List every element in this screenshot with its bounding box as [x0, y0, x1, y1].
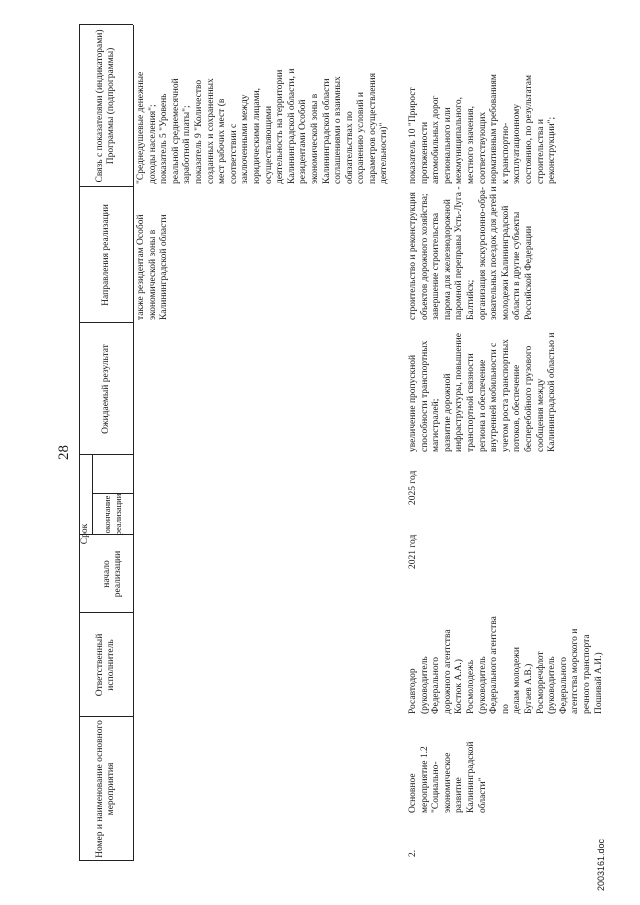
row-number: 2.: [408, 849, 418, 857]
header-indicators: Связь с показателями (индикаторами) Программы (подпрограммы): [95, 29, 116, 183]
row-directions: строительство и реконструкция объектов дорожного хозяйства; завершение строительства парома для железнодорожной паромной переправы Усть-Луга - Балтийск; организация экскурсионно-обра- зовательных поездок для детей и молодежи Калининградской области в другие субъекты Российской Федерации: [408, 186, 534, 320]
document-filename: 2003161.doc: [596, 838, 606, 891]
row-indicators: показатель 10 "Прирост протяженности автомобильных дорог регионального или межмуниципального, местного значения, соответствующих нормативным требованиям к транспортно- эксплуатационному состоянию, по результатам строительства и реконструкции";: [408, 74, 558, 184]
row-end: 2025 год: [408, 470, 418, 505]
header-start: начало реализации: [101, 550, 123, 598]
row-executor: Росавтодор (руководитель Федерального дорожного агентства Костюк А.А.) Росмолодежь (руководитель Федерального агентства по делам молодежи Бугаев А.В.) Росморречфлот (руководитель Федерального агентства морского и речного транспорта Пошивай А.И.): [408, 616, 604, 714]
header-end: окончание реализации: [101, 493, 123, 536]
header-number-name: Номер и наименование основного мероприятия: [95, 720, 116, 858]
header-directions: Направления реализации: [100, 204, 111, 306]
row-start: 2021 год: [408, 534, 418, 569]
row-expected-result: увеличение пропускной способности транспортных магистралей; развитие дорожной инфраструктуры, повышение транспортной связности региона и обеспечение внутренней мобильности с учетом роста транспортных потоков, обеспечение бесперебойного грузового сообщения между Калининградской областью и: [408, 332, 558, 452]
page-number: 28: [56, 445, 72, 460]
header-expected-result: Ожидаемый результат: [100, 344, 111, 434]
header-bottom-border: [133, 25, 134, 861]
continuation-indicators: "Среднедушевые денежные доходы населения"; показатель 5 "Уровень реальной среднемесячной заработной платы"; показатель 9 "Количество созданных и сохраненных мест рабочих мест (в соответствии с заключенными между юридическими лицами, осуществляющими деятельность на территории Калининградской области, и резидентами Особой экономической зоны в Калининградской области соглашениями о взаимных обязательствах по сохранению условий и параметров осуществления деятельности)": [136, 68, 390, 184]
header-executor: Ответственный исполнитель: [95, 633, 116, 697]
header-srok: Срок: [80, 523, 90, 545]
continuation-directions: также резидентам Особой экономической зоны в Калининградской области: [136, 214, 170, 320]
row-activity-name: Основное мероприятие 1.2 "Социально- экономическое развитие Калининградской области": [408, 741, 488, 813]
